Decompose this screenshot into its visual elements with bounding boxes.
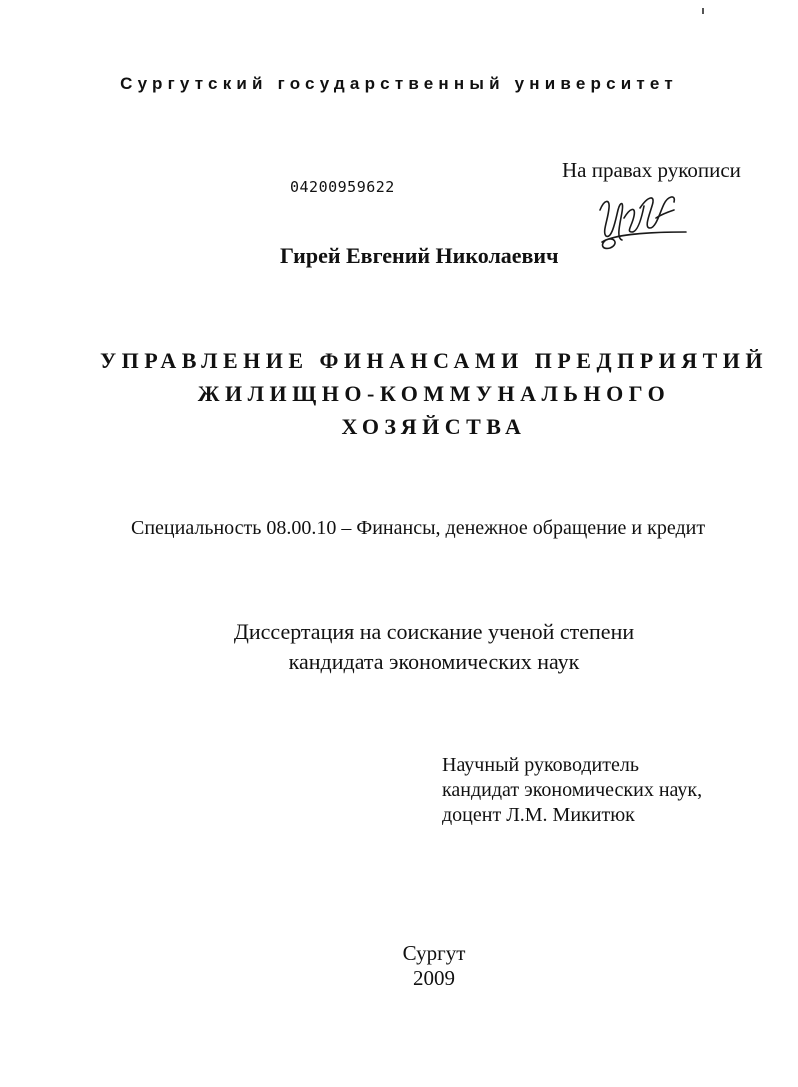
degree-line: Диссертация на соискание ученой степени [233, 619, 635, 644]
degree-line: кандидата экономических наук [288, 649, 580, 674]
manuscript-note: На правах рукописи [562, 158, 741, 182]
place-and-year [0, 941, 798, 991]
title-line: ХОЗЯЙСТВА [341, 414, 527, 439]
city: Сургут [402, 941, 466, 965]
specialty-line: Специальность 08.00.10 – Финансы, денежное обращение и кредит [131, 517, 706, 539]
degree-statement [0, 617, 798, 677]
catalog-number: 04200959622 [290, 178, 395, 196]
dissertation-title [0, 344, 798, 443]
scan-speck [702, 8, 704, 14]
supervisor-line: доцент Л.М. Микитюк [442, 804, 635, 826]
year: 2009 [413, 966, 455, 990]
university-header: Сургутский государственный университет [120, 74, 678, 93]
supervisor-line: кандидат экономических наук, [442, 779, 703, 801]
supervisor-block [442, 753, 702, 828]
signature-icon [594, 188, 694, 254]
author-name: Гирей Евгений Николаевич [280, 243, 559, 268]
title-line: ЖИЛИЩНО-КОММУНАЛЬНОГО [197, 381, 671, 406]
title-line: УПРАВЛЕНИЕ ФИНАНСАМИ ПРЕДПРИЯТИЙ [99, 348, 769, 373]
supervisor-line: Научный руководитель [442, 754, 639, 776]
